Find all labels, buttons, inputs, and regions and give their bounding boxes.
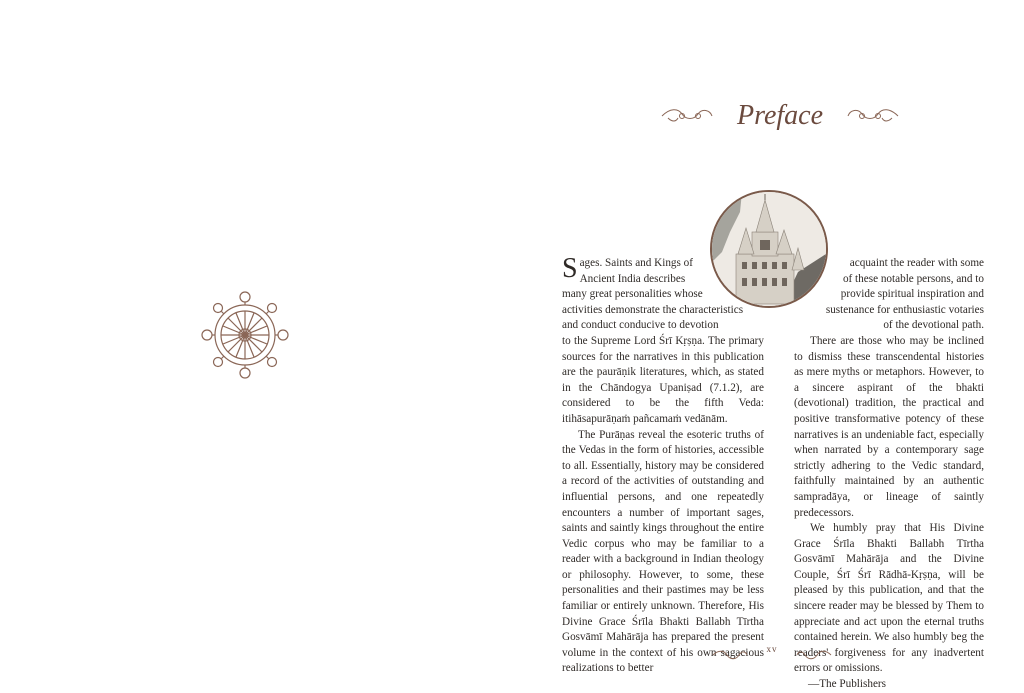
scroll-flourish-icon <box>846 106 900 126</box>
intro-line: activities demonstrate the characteristics <box>562 303 744 316</box>
signature: —The Publishers <box>808 678 886 691</box>
paragraph-text: to the Supreme Lord Śrī Kṛṣṇa. The primary sources for the narratives in this publication are the paurāṇik literatures, which, as stated in the Chāndogya Upaniṣad (7.1.2), are considered to be the fifth Veda: itihāsapurāṇaṁ pañcamaṁ vedānām. <box>562 334 764 425</box>
page-footer <box>692 644 852 660</box>
right-page <box>512 0 1024 691</box>
top-line: sustenance for enthusiastic votaries <box>825 303 984 316</box>
top-line: of these notable persons, and to <box>842 272 984 285</box>
left-page <box>0 0 512 683</box>
drop-cap: S <box>562 253 578 284</box>
page-title: Preface <box>736 100 824 131</box>
intro-line: Ancient India describes <box>579 272 686 285</box>
preface-heading <box>660 96 900 140</box>
scroll-flourish-icon <box>796 647 832 657</box>
intro-line: and conduct conducive to devotion <box>562 319 719 332</box>
paragraph: There are those who may be inclined to dismiss these transcendental histories as mere myths or metaphors. However, to a sincere aspirant of the bhakti (devotional) tradition, the practical and positive transformative potency of these narratives is an undeniable fact, especially when narrated by a contemporary sage strictly adhering to the Vedic standard, faithfully maintained by an authentic sampradāya, or lineage of saintly predecessors. <box>794 334 984 519</box>
paragraph: The Purāṇas reveal the esoteric truths of the Vedas in the form of histories, accessible to all. Essentially, history may be considered a record of the activities of outstanding and influential persons, and one repeatedly encounters a number of important sages, saints and saintly kings throughout the entire Vedic corpus who may be familiar to a reader with a background in Indian theology or philosophy. However, to some, these personalities and their pastimes may be less familiar or entirely unknown. Therefore, His Divine Grace Śrīla Bhakti Ballabh Tīrtha Gosvāmī Mahārāja has prepared the present volume in the context of his own sagacious realizations to better <box>562 428 764 675</box>
paragraph: We humbly pray that His Divine Grace Śrīla Bhakti Ballabh Tīrtha Gosvāmī Mahārāja and the Divine Couple, Śrī Śrī Rādhā-Kṛṣṇa, will be pleased by this publication, and that the sincere reader may be blessed by Them to appreciate and act upon the eternal truths contained herein. We also humbly beg the readers' forgiveness for any inadvertent errors or omissions. <box>794 522 984 675</box>
top-line: acquaint the reader with some <box>849 257 984 269</box>
intro-line: ages. Saints and Kings of <box>579 257 693 269</box>
scroll-flourish-icon <box>660 106 714 126</box>
scroll-flourish-icon <box>712 647 748 657</box>
right-column <box>794 256 984 693</box>
left-column <box>562 253 764 677</box>
top-line: of the devotional path. <box>883 319 984 332</box>
page-number: xv <box>766 644 778 654</box>
dharma-wheel-icon <box>200 290 290 380</box>
top-line: provide spiritual inspiration and <box>840 288 984 301</box>
intro-line: many great personalities whose <box>562 288 703 301</box>
